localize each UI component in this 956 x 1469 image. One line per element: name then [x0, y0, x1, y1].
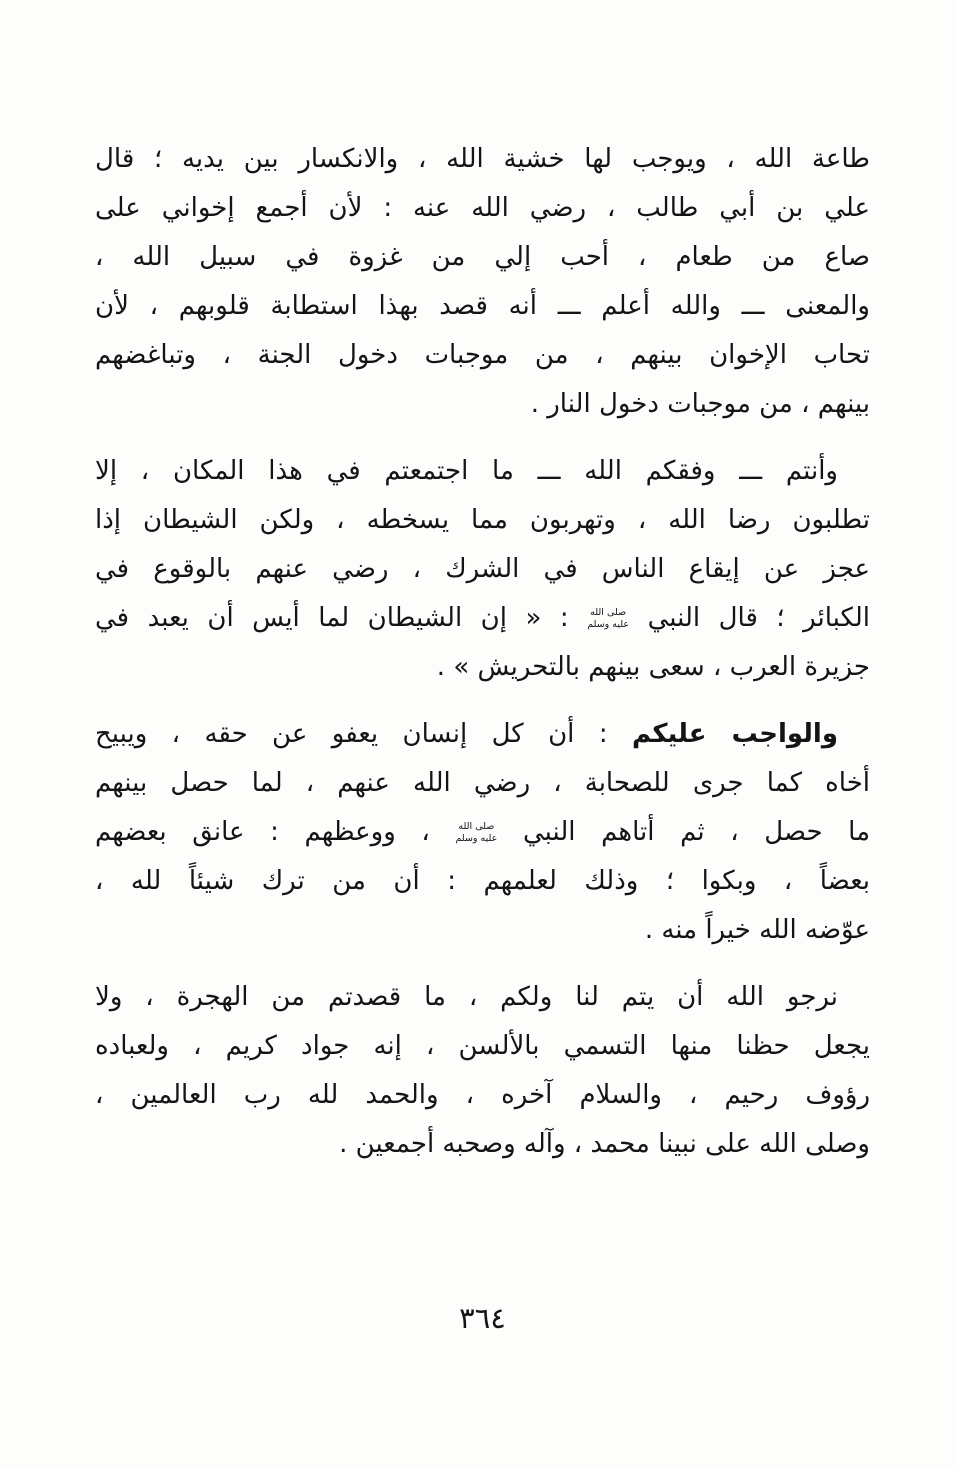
text-line: عوّضه الله خيراً منه . — [644, 915, 870, 945]
bold-lead-text: والواجب عليكم — [631, 719, 838, 749]
text-segment: ما حصل ، ثم أتاهم النبي — [497, 817, 871, 847]
text-line: وصلى الله على نبينا محمد ، وآله وصحبه أجمعين . — [339, 1129, 870, 1159]
text-line: صاع من طعام ، أحب إلي من غزوة في سبيل الله ، — [95, 242, 870, 272]
text-line: رؤوف رحيم ، والسلام آخره ، والحمد لله رب العالمين ، — [95, 1080, 870, 1110]
prophet-honorific-mark: صلى الله عليه وسلم — [587, 606, 630, 630]
text-line: وأنتم ـــ وفقكم الله ـــ ما اجتمعتم في هذا المكان ، إلا — [95, 456, 838, 486]
text-segment: الكبائر ؛ قال النبي — [629, 603, 870, 633]
text-line: علي بن أبي طالب ، رضي الله عنه : لأن أجمع إخواني على — [95, 193, 870, 223]
text-line: أخاه كما جرى للصحابة ، رضي الله عنهم ، لما حصل بينهم — [95, 768, 870, 798]
text-segment: : أن كل إنسان يعفو عن حقه ، ويبيح — [95, 719, 632, 749]
text-line — [95, 594, 870, 643]
text-line: والمعنى ـــ والله أعلم ـــ أنه قصد بهذا استطابة قلوبهم ، لأن — [95, 291, 870, 321]
text-line: بينهم ، من موجبات دخول النار . — [530, 389, 870, 419]
paragraph-2 — [95, 447, 870, 692]
paragraph-3 — [95, 710, 870, 955]
text-line: بعضاً ، وبكوا ؛ وذلك لعلمهم : أن من ترك شيئاً لله ، — [95, 866, 870, 896]
text-line — [95, 808, 870, 857]
text-line: جزيرة العرب ، سعى بينهم بالتحريش » . — [436, 652, 870, 682]
prophet-honorific-mark: صلى الله عليه وسلم — [455, 820, 498, 844]
text-line: يجعل حظنا منها التسمي بالألسن ، إنه جواد كريم ، ولعباده — [95, 1031, 870, 1061]
text-segment: : « إن الشيطان لما أيس أن يعبد في — [95, 603, 588, 633]
text-line: تحاب الإخوان بينهم ، من موجبات دخول الجنة ، وتباغضهم — [95, 340, 870, 370]
text-line: نرجو الله أن يتم لنا ولكم ، ما قصدتم من الهجرة ، ولا — [95, 982, 838, 1012]
text-line: تطلبون رضا الله ، وتهربون مما يسخطه ، ولكن الشيطان إذا — [95, 505, 870, 535]
text-line — [95, 710, 870, 759]
text-line: طاعة الله ، ويوجب لها خشية الله ، والانكسار بين يديه ؛ قال — [95, 144, 870, 174]
page-number: ٣٦٤ — [459, 1301, 506, 1335]
text-segment: ، ووعظهم : عانق بعضهم — [95, 817, 456, 847]
text-line: عجز عن إيقاع الناس في الشرك ، رضي عنهم بالوقوع في — [95, 554, 870, 584]
paragraph-1 — [95, 135, 870, 429]
paragraph-4 — [95, 973, 870, 1169]
